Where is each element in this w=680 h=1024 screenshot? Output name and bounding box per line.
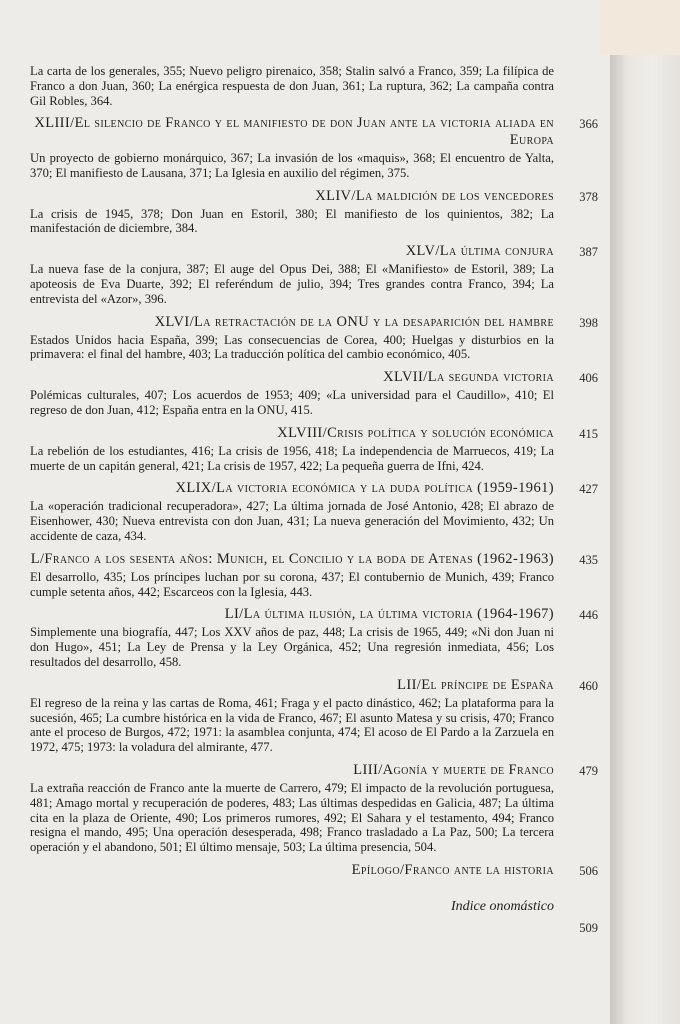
page-number: 415	[579, 426, 598, 441]
index-entry	[30, 898, 598, 935]
chapter-entry	[30, 243, 598, 306]
chapter-summary: La crisis de 1945, 378; Don Juan en Estoril, 380; El manifiesto de los quinientos, 382; La manifestación de diciembre, 384.	[30, 206, 554, 236]
page-number: 398	[579, 315, 598, 330]
chapter-entry	[30, 369, 598, 418]
chapter-summary: El desarrollo, 435; Los príncipes luchan por su corona, 437; El contubernio de Munich, 439; Franco cumple setenta años, 442; Escarceos con la Iglesia, 443.	[30, 569, 554, 599]
page-number: 509	[579, 920, 598, 935]
chapter-entry	[30, 606, 598, 669]
page-number: 387	[579, 245, 598, 260]
chapter-heading: LII/El príncipe de España	[397, 676, 554, 693]
chapter-entry	[30, 115, 598, 181]
chapter-summary: La rebelión de los estudiantes, 416; La crisis de 1956, 418; La independencia de Marruecos, 419; La muerte de un capitán general, 421; La crisis de 1957, 422; La pequeña guerra de Ifni, 424.	[30, 443, 554, 473]
chapter-summary: La extraña reacción de Franco ante la muerte de Carrero, 479; El impacto de la revolución portuguesa, 481; Amago mortal y recuperación de poderes, 483; Las últimas despedidas en Galicia, 487; La última cita en la plaza de Oriente, 490; Los primeros rumores, 492; El Sahara y el testamento, 494; Franco resigna el mando, 495; Una operación desesperada, 498; Franco trasladado a La Paz, 500; La tercera operación y el abandono, 501; El último mensaje, 503; La última presencia, 504.	[30, 780, 554, 855]
chapter-entry	[30, 761, 598, 855]
page-number: 378	[579, 189, 598, 204]
chapter-summary: La «operación tradicional recuperadora», 427; La última jornada de José Antonio, 428; El abrazo de Eisenhower, 430; Nueva entrevista con don Juan, 431; La nueva generación del Movimiento, 432; Un accidente de caza, 434.	[30, 499, 554, 543]
page-number: 446	[579, 608, 598, 623]
epilogue-entry	[30, 861, 598, 879]
chapter-summary: El regreso de la reina y las cartas de Roma, 461; Fraga y el pacto dinástico, 462; La plataforma para la sucesión, 465; La cumbre histórica en la vida de Franco, 467; El asunto Matesa y su crisis, 470; Franco ante el proceso de Burgos, 472; 1971: la asamblea conjunta, 474; El acoso de El Pardo a la Zarzuela en 1972, 475; 1973: la voladura del almirante, 477.	[30, 695, 554, 755]
chapter-heading: XLIII/El silencio de Franco y el manifiesto de don Juan ante la victoria aliada en Europa	[34, 115, 554, 148]
chapter-entry	[30, 676, 598, 755]
chapter-summary: Simplemente una biografía, 447; Los XXV años de paz, 448; La crisis de 1965, 449; «Ni don Juan ni don Hugo», 451; La Ley de Prensa y la Ley Orgánica, 452; Una regresión inmediata, 456; Los resultados del desarrollo, 458.	[30, 625, 554, 669]
page-number: 460	[579, 678, 598, 693]
page-edge-shadow	[610, 0, 680, 1024]
chapter-entry	[30, 480, 598, 543]
index-heading: Indice onomástico	[450, 898, 554, 914]
chapter-heading: L/Franco a los sesenta años: Munich, el Concilio y la boda de Atenas (1962-1963)	[30, 550, 554, 567]
page-number: 366	[579, 117, 598, 131]
chapter-heading: LIII/Agonía y muerte de Franco	[353, 761, 554, 778]
chapter-heading: LI/La última ilusión, la última victoria (1964-1967)	[224, 606, 554, 623]
chapter-heading: XLVIII/Crisis política y solución económica	[277, 424, 554, 441]
chapter-entry	[30, 187, 598, 237]
chapter-summary: Un proyecto de gobierno monárquico, 367; La invasión de los «maquis», 368; El encuentro de Yalta, 370; El manifiesto de Lausana, 371; La Iglesia en auxilio del régimen, 375.	[30, 151, 554, 180]
chapter-summary: Estados Unidos hacia España, 399; Las consecuencias de Corea, 400; Huelgas y disturbios en la primavera: el final del hambre, 403; La traducción política del cambio económico, 405.	[30, 332, 554, 362]
page-number: 406	[579, 371, 598, 386]
chapter-heading: XLVI/La retractación de la ONU y la desaparición del hambre	[154, 313, 554, 330]
background-corner	[600, 0, 680, 55]
chapter-entry	[30, 550, 598, 600]
chapter-summary: La nueva fase de la conjura, 387; El auge del Opus Dei, 388; El «Manifiesto» de Estoril, 389; La apoteosis de Eva Duarte, 392; El referéndum de julio, 394; Tres grandes contra Franco, 394; La entrevista del «Azor», 396.	[30, 262, 554, 306]
chapter-heading: XLVII/La segunda victoria	[383, 369, 554, 386]
page-number: 479	[579, 763, 598, 778]
table-of-contents	[30, 64, 598, 935]
chapter-entry	[30, 424, 598, 474]
chapter-heading: XLV/La última conjura	[405, 243, 554, 260]
epilogue-heading: Epílogo/Franco ante la historia	[351, 861, 554, 878]
page-number: 506	[579, 863, 598, 878]
intro-paragraph: La carta de los generales, 355; Nuevo peligro pirenaico, 358; Stalin salvó a Franco, 359; La filípica de Franco a don Juan, 360; La enérgica respuesta de don Juan, 361; La ruptura, 362; La campaña contra Gil Robles, 364.	[30, 64, 554, 108]
page-number: 427	[579, 482, 598, 497]
chapter-entry	[30, 313, 598, 363]
page-number: 435	[579, 552, 598, 567]
chapter-summary: Polémicas culturales, 407; Los acuerdos de 1953; 409; «La universidad para el Caudillo», 410; El regreso de don Juan, 412; España entra en la ONU, 415.	[30, 388, 554, 417]
chapter-heading: XLIV/La maldición de los vencedores	[315, 187, 554, 204]
chapter-heading: XLIX/La victoria económica y la duda política (1959-1961)	[175, 480, 554, 497]
